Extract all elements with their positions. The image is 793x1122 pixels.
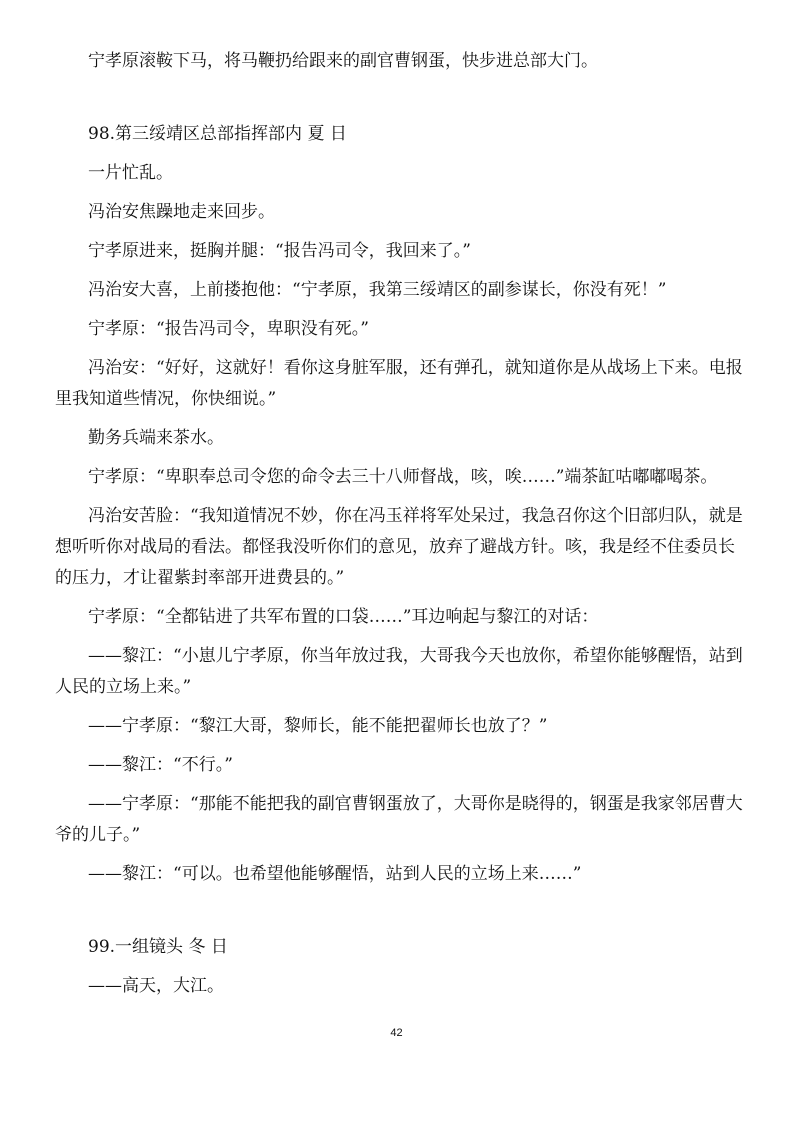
script-body	[55, 46, 748, 1010]
paragraph-chaos: 一片忙乱。	[88, 163, 173, 183]
scene-heading-98: 98.第三绥靖区总部指挥部内 夏 日	[88, 124, 347, 144]
paragraph-sky-river: ——高天，大江。	[88, 976, 224, 996]
flashback-li-jiang-2: ——黎江：“不行。”	[88, 755, 233, 775]
scene-break	[88, 898, 748, 932]
paragraph-action-dismount: 宁孝原滚鞍下马，将马鞭扔给跟来的副官曹钢蛋，快步进总部大门。	[88, 51, 598, 71]
flashback-li-jiang-1: ——黎江：“小崽儿宁孝原，你当年放过我，大哥我今天也放你，希望你能够醒悟，站到人民的立场上来。”	[55, 646, 743, 697]
dialogue-feng-embrace: 冯治安大喜，上前搂抱他：“宁孝原，我第三绥靖区的副参谋长，你没有死！”	[88, 280, 667, 300]
paragraph-feng-pacing: 冯治安焦躁地走来回步。	[88, 202, 275, 222]
flashback-ning-1: ——宁孝原：“黎江大哥，黎师长，能不能把翟师长也放了？”	[88, 716, 548, 736]
dialogue-feng-good: 冯治安：“好好，这就好！看你这身脏军服，还有弹孔，就知道你是从战场上下来。电报里我知道些情况，你快细说。”	[55, 358, 743, 409]
dialogue-ning-pocket: 宁孝原：“全都钻进了共军布置的口袋……”耳边响起与黎江的对话：	[88, 607, 599, 627]
dialogue-feng-bitter: 冯治安苦脸：“我知道情况不妙，你在冯玉祥将军处呆过，我急召你这个旧部归队，就是想听听你对战局的看法。都怪我没听你们的意见，放弃了避战方针。咳，我是经不住委员长的压力，才让翟紫封率部开进费县的。”	[55, 506, 743, 588]
flashback-ning-2: ——宁孝原：“那能不能把我的副官曹钢蛋放了，大哥你是晓得的，钢蛋是我家邻居曹大爷的儿子。”	[55, 794, 743, 845]
scene-heading-99: 99.一组镜头 冬 日	[88, 937, 228, 957]
page-number: 42	[390, 1027, 403, 1039]
flashback-li-jiang-3: ——黎江：“可以。也希望他能够醒悟，站到人民的立场上来……”	[88, 864, 582, 884]
scene-break	[88, 85, 748, 119]
dialogue-ning-not-dead: 宁孝原：“报告冯司令，卑职没有死。”	[88, 319, 369, 339]
paragraph-orderly-tea: 勤务兵端来茶水。	[88, 428, 224, 448]
dialogue-ning-38th-division: 宁孝原：“卑职奉总司令您的命令去三十八师督战，咳，唉……”端茶缸咕嘟嘟喝茶。	[88, 467, 718, 487]
dialogue-ning-reports: 宁孝原进来，挺胸并腿：“报告冯司令，我回来了。”	[88, 241, 471, 261]
